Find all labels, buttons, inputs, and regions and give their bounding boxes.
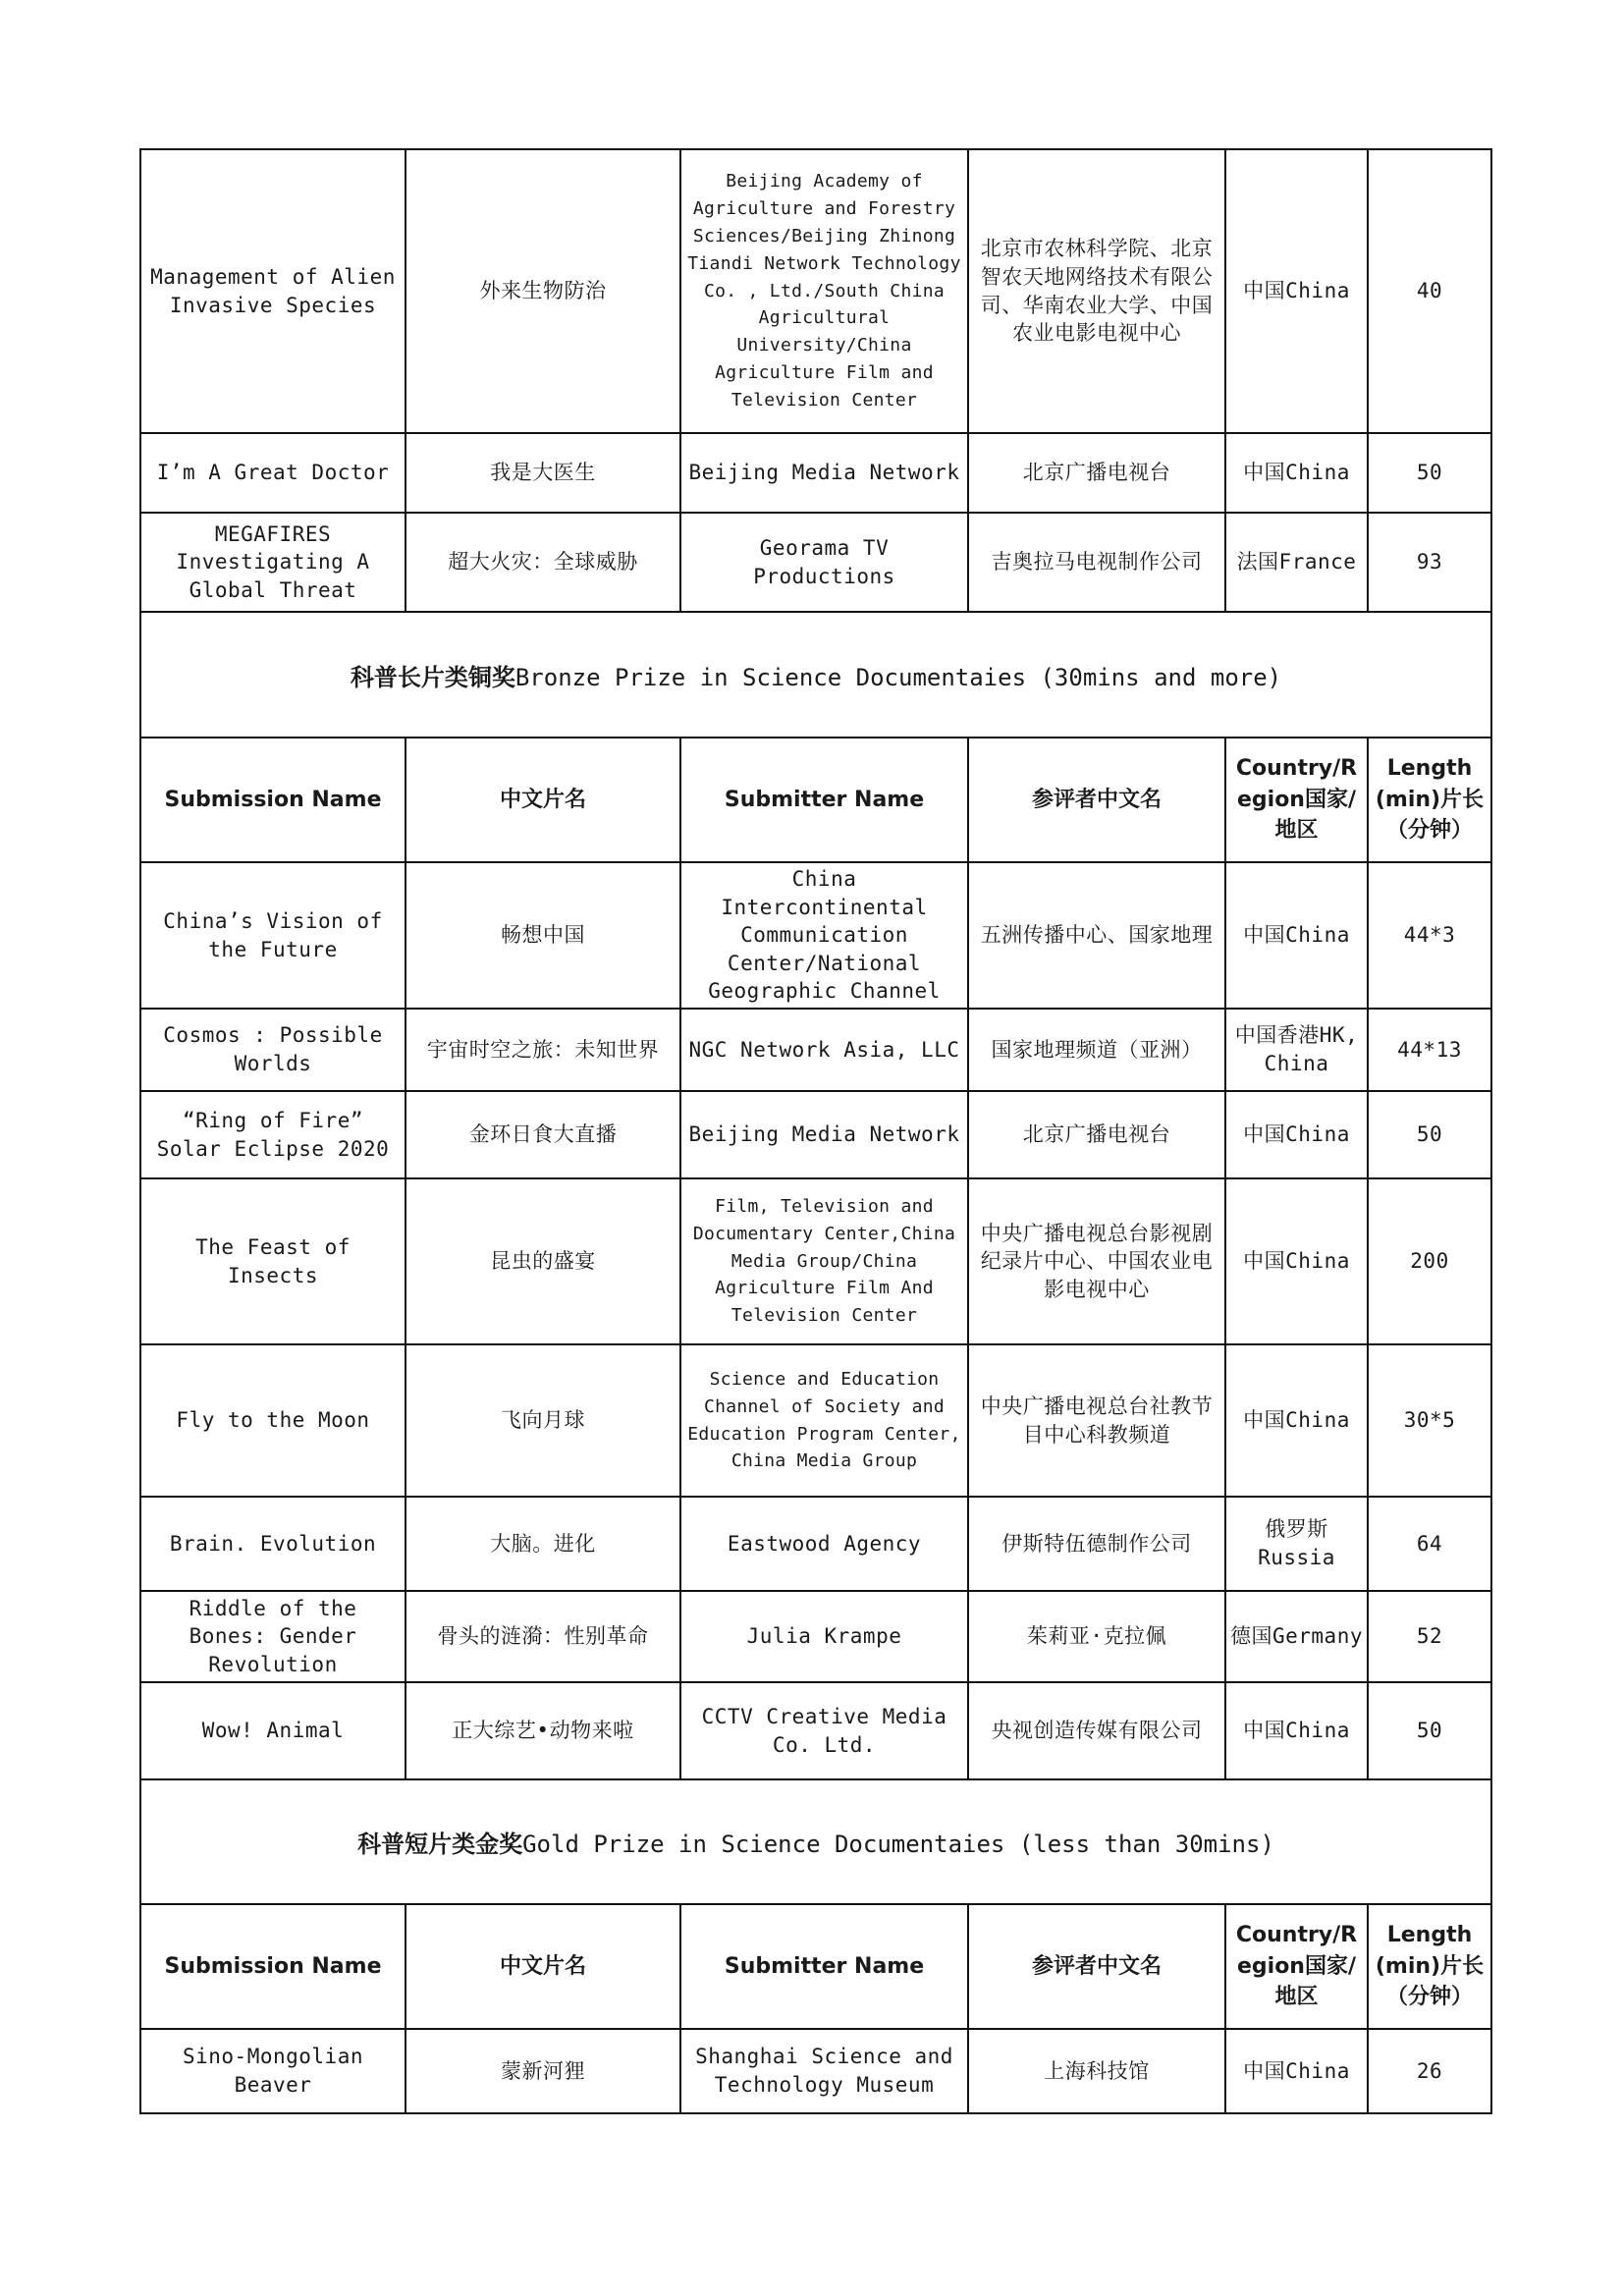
header-chinese-title: 中文片名 xyxy=(406,738,680,862)
country-region: 中国China xyxy=(1225,862,1368,1009)
header-chinese-title: 中文片名 xyxy=(406,1904,680,2029)
header-country-region: Country/Region国家/地区 xyxy=(1225,1904,1368,2029)
length-min: 50 xyxy=(1368,1091,1491,1178)
chinese-title: 飞向月球 xyxy=(406,1344,680,1497)
chinese-title: 我是大医生 xyxy=(406,433,680,513)
table-row xyxy=(140,2029,1491,2113)
submitter-name: China Intercontinental Communication Center/National Geographic Channel xyxy=(680,862,968,1009)
section-title-zh: 科普短片类金奖 xyxy=(357,1831,523,1858)
submitter-name: Shanghai Science and Technology Museum xyxy=(680,2029,968,2113)
length-min: 64 xyxy=(1368,1497,1491,1591)
table-row xyxy=(140,1178,1491,1344)
submitter-chinese-name: 北京广播电视台 xyxy=(968,433,1225,513)
table-row xyxy=(140,433,1491,513)
country-region: 中国China xyxy=(1225,1178,1368,1344)
table-row xyxy=(140,149,1491,433)
submitter-name: Julia Krampe xyxy=(680,1591,968,1682)
section-title-en: Bronze Prize in Science Documentaies (30mins and more) xyxy=(514,663,1282,691)
submitter-name: Beijing Media Network xyxy=(680,1091,968,1178)
table-row xyxy=(140,1591,1491,1682)
submitter-name: Science and Education Channel of Society and Education Program Center, China Media Group xyxy=(680,1344,968,1497)
length-min: 50 xyxy=(1368,433,1491,513)
submission-name: Sino-Mongolian Beaver xyxy=(140,2029,406,2113)
country-region: 中国香港HK, China xyxy=(1225,1009,1368,1091)
submitter-chinese-name: 吉奥拉马电视制作公司 xyxy=(968,513,1225,612)
submission-name: Wow! Animal xyxy=(140,1682,406,1779)
length-min: 50 xyxy=(1368,1682,1491,1779)
header-row xyxy=(140,738,1491,862)
submitter-chinese-name: 中央广播电视总台社教节目中心科教频道 xyxy=(968,1344,1225,1497)
header-length: Length (min)片长（分钟） xyxy=(1368,738,1491,862)
chinese-title: 宇宙时空之旅：未知世界 xyxy=(406,1009,680,1091)
submitter-name: Beijing Media Network xyxy=(680,433,968,513)
table-row xyxy=(140,862,1491,1009)
chinese-title: 外来生物防治 xyxy=(406,149,680,433)
section-title-row xyxy=(140,1779,1491,1904)
header-row xyxy=(140,1904,1491,2029)
submitter-chinese-name: 中央广播电视总台影视剧纪录片中心、中国农业电影电视中心 xyxy=(968,1178,1225,1344)
section-title-gold xyxy=(140,1779,1491,1904)
section-title-zh: 科普长片类铜奖 xyxy=(350,663,515,691)
section-title-en: Gold Prize in Science Documentaies (less than 30mins) xyxy=(522,1831,1274,1858)
submitter-chinese-name: 伊斯特伍德制作公司 xyxy=(968,1497,1225,1591)
chinese-title: 大脑。进化 xyxy=(406,1497,680,1591)
section-title-bronze xyxy=(140,612,1491,738)
chinese-title: 超大火灾：全球威胁 xyxy=(406,513,680,612)
header-submission-name: Submission Name xyxy=(140,1904,406,2029)
length-min: 52 xyxy=(1368,1591,1491,1682)
submitter-chinese-name: 北京市农林科学院、北京智农天地网络技术有限公司、华南农业大学、中国农业电影电视中心 xyxy=(968,149,1225,433)
length-min: 44*13 xyxy=(1368,1009,1491,1091)
country-region: 中国China xyxy=(1225,433,1368,513)
submitter-chinese-name: 五洲传播中心、国家地理 xyxy=(968,862,1225,1009)
country-region: 俄罗斯Russia xyxy=(1225,1497,1368,1591)
length-min: 30*5 xyxy=(1368,1344,1491,1497)
chinese-title: 金环日食大直播 xyxy=(406,1091,680,1178)
chinese-title: 骨头的涟漪：性别革命 xyxy=(406,1591,680,1682)
length-min: 200 xyxy=(1368,1178,1491,1344)
country-region: 中国China xyxy=(1225,2029,1368,2113)
length-min: 26 xyxy=(1368,2029,1491,2113)
submission-name: The Feast of Insects xyxy=(140,1178,406,1344)
header-submitter-name: Submitter Name xyxy=(680,1904,968,2029)
submission-name: Riddle of the Bones: Gender Revolution xyxy=(140,1591,406,1682)
country-region: 中国China xyxy=(1225,1344,1368,1497)
country-region: 德国Germany xyxy=(1225,1591,1368,1682)
submitter-name: Beijing Academy of Agriculture and Forestry Sciences/Beijing Zhinong Tiandi Network Technology Co. , Ltd./South China Agricultural University/China Agriculture Film and Television Center xyxy=(680,149,968,433)
length-min: 93 xyxy=(1368,513,1491,612)
header-length: Length (min)片长（分钟） xyxy=(1368,1904,1491,2029)
submission-name: Management of Alien Invasive Species xyxy=(140,149,406,433)
submitter-name: Film, Television and Documentary Center,China Media Group/China Agriculture Film And Television Center xyxy=(680,1178,968,1344)
submission-name: Cosmos : Possible Worlds xyxy=(140,1009,406,1091)
submitter-chinese-name: 上海科技馆 xyxy=(968,2029,1225,2113)
country-region: 中国China xyxy=(1225,1091,1368,1178)
submitter-chinese-name: 北京广播电视台 xyxy=(968,1091,1225,1178)
submission-name: I’m A Great Doctor xyxy=(140,433,406,513)
table-row xyxy=(140,1682,1491,1779)
table-row xyxy=(140,1009,1491,1091)
table-row xyxy=(140,1344,1491,1497)
submission-name: Fly to the Moon xyxy=(140,1344,406,1497)
table-row xyxy=(140,1497,1491,1591)
submission-name: MEGAFIRES Investigating A Global Threat xyxy=(140,513,406,612)
chinese-title: 蒙新河狸 xyxy=(406,2029,680,2113)
header-submission-name: Submission Name xyxy=(140,738,406,862)
table-row xyxy=(140,513,1491,612)
header-submitter-name: Submitter Name xyxy=(680,738,968,862)
length-min: 44*3 xyxy=(1368,862,1491,1009)
submitter-name: CCTV Creative Media Co. Ltd. xyxy=(680,1682,968,1779)
chinese-title: 畅想中国 xyxy=(406,862,680,1009)
section-title-row xyxy=(140,612,1491,738)
submitter-name: Eastwood Agency xyxy=(680,1497,968,1591)
header-submitter-chinese-name: 参评者中文名 xyxy=(968,738,1225,862)
country-region: 法国France xyxy=(1225,513,1368,612)
submitter-chinese-name: 国家地理频道（亚洲） xyxy=(968,1009,1225,1091)
country-region: 中国China xyxy=(1225,149,1368,433)
submitter-name: NGC Network Asia, LLC xyxy=(680,1009,968,1091)
header-submitter-chinese-name: 参评者中文名 xyxy=(968,1904,1225,2029)
submitter-chinese-name: 茱莉亚·克拉佩 xyxy=(968,1591,1225,1682)
submission-name: Brain. Evolution xyxy=(140,1497,406,1591)
header-country-region: Country/Region国家/地区 xyxy=(1225,738,1368,862)
chinese-title: 正大综艺•动物来啦 xyxy=(406,1682,680,1779)
submission-name: “Ring of Fire” Solar Eclipse 2020 xyxy=(140,1091,406,1178)
submitter-chinese-name: 央视创造传媒有限公司 xyxy=(968,1682,1225,1779)
submission-name: China’s Vision of the Future xyxy=(140,862,406,1009)
table-row xyxy=(140,1091,1491,1178)
length-min: 40 xyxy=(1368,149,1491,433)
country-region: 中国China xyxy=(1225,1682,1368,1779)
awards-table xyxy=(139,148,1492,2114)
submitter-name: Georama TV Productions xyxy=(680,513,968,612)
chinese-title: 昆虫的盛宴 xyxy=(406,1178,680,1344)
